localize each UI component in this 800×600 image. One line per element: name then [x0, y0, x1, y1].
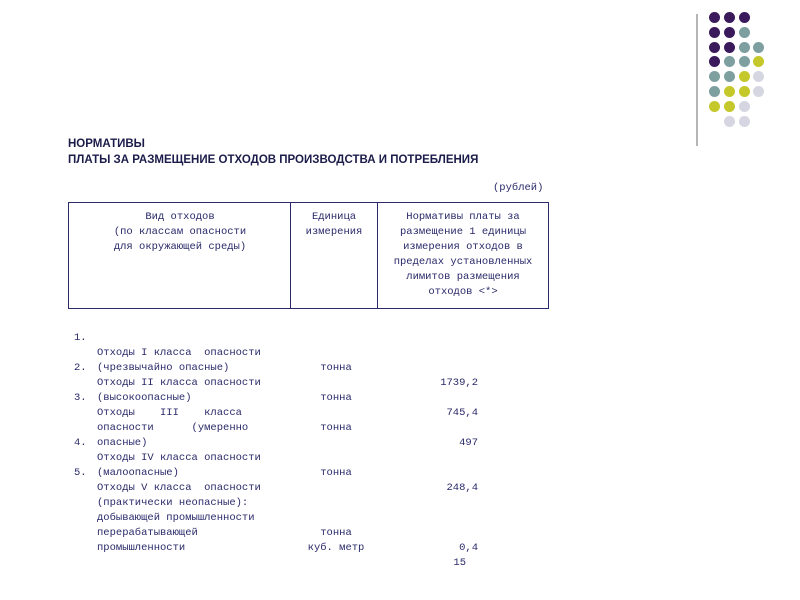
row-value: 1739,2 — [440, 377, 478, 389]
units-note: (рублей) — [493, 182, 544, 194]
decor-dot — [739, 42, 750, 53]
header-unit: Единица измерения — [305, 211, 363, 238]
decor-dot — [739, 27, 750, 38]
decor-dot — [753, 86, 764, 97]
decor-dot — [724, 42, 735, 53]
decor-dot — [709, 27, 720, 38]
table-header — [68, 200, 549, 310]
decor-dot — [724, 27, 735, 38]
row-unit: тонна — [320, 422, 352, 434]
header-left-border — [68, 202, 69, 309]
decor-dot — [753, 56, 764, 67]
row-number: 1. — [74, 332, 87, 344]
decor-dot — [753, 42, 764, 53]
row-value: 0,4 — [459, 542, 478, 554]
row-number: 2. — [74, 362, 87, 374]
header-right-border — [548, 202, 549, 309]
decor-dot — [724, 101, 735, 112]
title-line-1: НОРМАТИВЫ — [68, 138, 145, 150]
decor-dot — [724, 71, 735, 82]
row-value: 15 — [453, 557, 466, 569]
decor-dot — [709, 56, 720, 67]
row-unit: тонна — [320, 362, 352, 374]
row-number: 4. — [74, 437, 87, 449]
decor-dot — [739, 86, 750, 97]
decor-dot — [739, 116, 750, 127]
decor-dot — [724, 86, 735, 97]
decor-dot — [724, 12, 735, 23]
decor-dot — [739, 56, 750, 67]
row-unit: куб. метр — [307, 542, 365, 554]
header-waste-type: Вид отходов (по классам опасности для окружающей среды) — [113, 211, 247, 253]
header-rate: Нормативы платы за размещение 1 единицы измерения отходов в пределах установленных лимитов размещения отходов <*> — [393, 211, 533, 298]
decor-dot — [739, 101, 750, 112]
row-waste-type: Отходы II класса опасности (высокоопасные) — [97, 377, 261, 404]
decor-dot — [753, 71, 764, 82]
row-waste-type: добывающей промышленности — [97, 512, 255, 524]
row-value: 497 — [459, 437, 478, 449]
row-waste-type: перерабатывающей промышленности — [97, 527, 198, 554]
row-waste-type: Отходы I класса опасности (чрезвычайно опасные) — [97, 347, 261, 374]
header-divider-2 — [377, 202, 378, 309]
row-number: 5. — [74, 467, 87, 479]
row-unit: тонна — [320, 527, 352, 539]
decor-dot — [739, 12, 750, 23]
decor-dot — [709, 42, 720, 53]
decor-dot — [709, 101, 720, 112]
header-top-rule — [68, 202, 549, 203]
row-unit: тонна — [320, 392, 352, 404]
row-waste-type: Отходы III класса опасности (умеренно опасные) — [97, 407, 249, 449]
header-divider-1 — [290, 202, 291, 309]
row-value: 745,4 — [446, 407, 478, 419]
row-number: 3. — [74, 392, 87, 404]
row-unit: тонна — [320, 467, 352, 479]
decor-dot-grid — [709, 12, 789, 132]
decor-dot — [739, 71, 750, 82]
row-waste-type: Отходы IV класса опасности (малоопасные) — [97, 452, 261, 479]
decor-dot — [724, 56, 735, 67]
row-waste-type: Отходы V класса опасности (практически неопасные): — [97, 482, 261, 509]
decor-dot — [709, 71, 720, 82]
decor-dot — [709, 86, 720, 97]
decor-vertical-line — [696, 14, 698, 146]
decor-dot — [724, 116, 735, 127]
title-line-2: ПЛАТЫ ЗА РАЗМЕЩЕНИЕ ОТХОДОВ ПРОИЗВОДСТВА И ПОТРЕБЛЕНИЯ — [68, 154, 479, 166]
page-title — [68, 136, 478, 168]
header-bottom-rule — [68, 308, 549, 309]
decor-dot — [709, 12, 720, 23]
table-row — [0, 316, 800, 389]
row-value: 248,4 — [446, 482, 478, 494]
